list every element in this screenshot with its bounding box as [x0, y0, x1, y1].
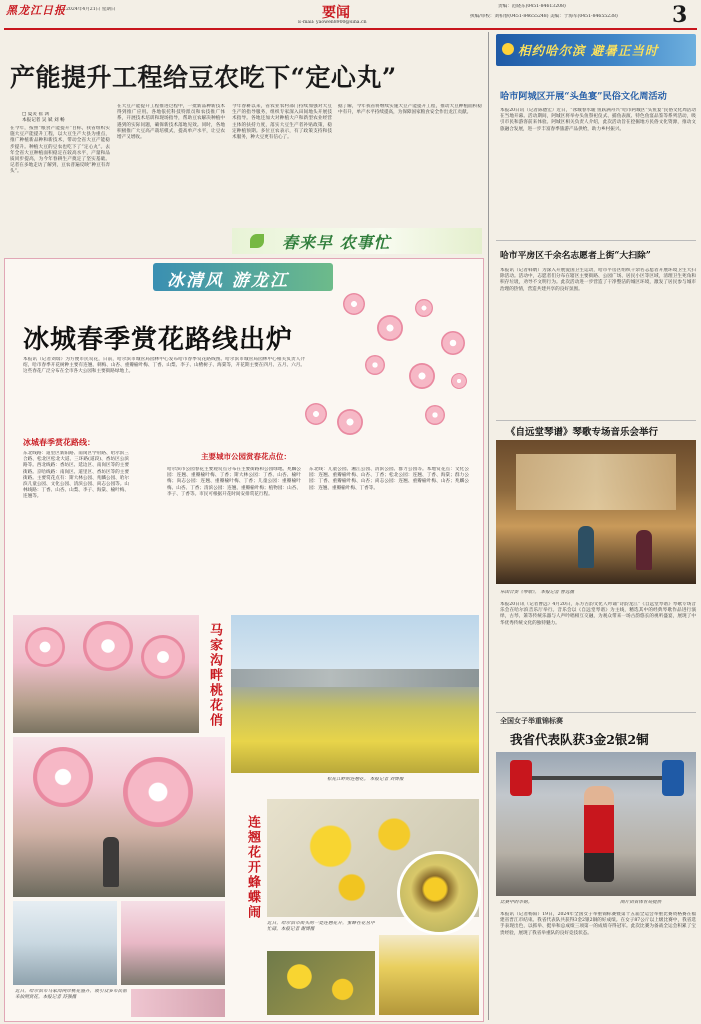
spring-banner-text: 春来早 农事忙: [282, 233, 391, 252]
parks-text-2: 东北线：儿童公园、湘江公园、清滨公园、群力公园等。本地赏花点：文化公园：连翘、重瓣榆叶梅、山杏、丁香；松北公园：连翘、丁香、海棠；群力公园：丁香、重瓣榆叶梅、山杏；尚志公园：连翘、重瓣榆叶梅、山杏；兆麟公园：连翘、重瓣榆叶梅、丁香等。: [309, 467, 469, 491]
skyline: [231, 669, 479, 687]
masthead-rule: [4, 28, 697, 30]
editor-line-1: 责编：范晓东(0451-84613208): [498, 4, 566, 9]
blossom-icon: [415, 299, 433, 317]
article-2-body: 本报讯（记者韩婧）为深入开展爱国卫生运动，哈市平房区组织千余名志愿者开展环境卫生大扫除活动。活动中，志愿者们分布在辖区主要街路、公园广场、居民小区等区域，清理卫生死角和积存垃圾，劝导不文明行为。此次活动进一步营造了干净整洁的城区环境，激发了居民参与城市治理的热情，营造共建共享的良好氛围。: [500, 268, 696, 292]
athlete-figure: [584, 786, 614, 882]
flowers-feature: [4, 258, 484, 1022]
blossom-icon: [83, 621, 133, 671]
peach-photo-5: [131, 989, 225, 1017]
barbell-bar: [518, 776, 678, 780]
weightlifting-caption-1: 比赛中的李钢。: [500, 900, 533, 905]
blossom-icon: [441, 331, 465, 355]
blossom-icon: [25, 627, 65, 667]
flowers-banner-text: 冰清风 游龙江: [167, 271, 289, 291]
blossom-icon: [377, 315, 403, 341]
forsythia-circle-photo: [397, 851, 481, 935]
blossom-icon: [409, 363, 435, 389]
lead-col-1: 在今年，按照“粮食产能提升”目标，我省组织实施大豆产能提升工程，以大豆生产大县为重点，推广种植新品种和新技术，带动全省大豆产能稳步提升。种植大豆的豆农也吃下了“定心丸”。去年全省大豆种植面积稳定在较高水平，产量和品质同步提高，为今年春耕生产奠定了坚实基础。记者在多地走访了解到，豆农普遍反映“种豆有奔头”。: [10, 126, 110, 175]
lead-col-4: 据了解，今年我省将继续实施大豆产能提升工程，推动大豆种植面积稳中有升，单产水平持续提高，为保障国家粮食安全作出龙江贡献。: [338, 104, 482, 116]
parks-text: 哈尔滨市公园春花主要观赏点分布在主要街路和公园绿地。兆麟公园：连翘、重瓣榆叶梅、丁香；斯大林公园：丁香、山杏、榆叶梅；尚志公园：连翘、重瓣榆叶梅、丁香；儿童公园：重瓣榆叶梅、山杏、丁香；清滨公园：连翘、重瓣榆叶梅；植物园：山杏、李子、丁香等。市民可根据开花时间安排赏花行程。: [167, 467, 301, 497]
blossom-icon: [123, 757, 193, 827]
weightlifting-photo: [496, 752, 696, 896]
blossom-icon: [343, 293, 365, 315]
blossom-icon: [33, 747, 93, 807]
forsythia-photo-2: [267, 951, 375, 1015]
section-email: E-mail: yaowen8900@sina.cn: [298, 20, 367, 25]
section-title: 要闻: [322, 5, 350, 21]
flowers-headline: 冰城春季赏花路线出炉: [23, 325, 294, 355]
lead-col-3: 今年春耕以来，省农业农村部门持续加强对大豆生产的指导服务，组织专家深入田间地头开展技术指导。各地还加大对种植大户和新型农业经营主体的扶持力度，落实大豆生产者补贴政策，稳定种植预期。多位豆农表示，有了政策支持和技术服务，种大豆更有信心了。: [232, 104, 332, 141]
forsythia-title: 连翘花开蜂蝶闹: [245, 815, 260, 920]
peach-photo-4: [121, 901, 225, 985]
flowers-intro: 本报讯（记者刘瑞）为方便市民赏花，日前，哈尔滨市城管局园林中心发布哈市春季赏花路线图。哈尔滨市城管局园林中心相关负责人介绍，哈市春季开花树种主要有连翘、刺梅、山杏、重瓣榆叶梅、丁香、山梨、李子、山楂树子、海棠等，开花期主要在四月、五月、六月。这些春花广泛分布在全市各大公园和主要街路绿地上。: [23, 357, 305, 375]
article-4-kicker: 全国女子举重锦标赛: [500, 716, 563, 725]
sun-icon: [502, 43, 514, 55]
performer-1: [578, 526, 594, 568]
flowers-banner: [153, 263, 333, 291]
article-3-title: 《自远堂琴谱》琴歌专场音乐会举行: [506, 427, 659, 438]
blossom-icon: [365, 355, 385, 375]
rule-3: [496, 712, 696, 713]
plate-left: [510, 760, 532, 796]
forsythia-caption: 近日，哈尔滨市街头的一处连翘花开，蜜蜂在花丛中忙碌。本报记者 谢博摄: [267, 921, 375, 933]
blossom-icon: [337, 409, 363, 435]
article-3-body: 本报20日讯（记者曹远）4月20日，东方古韵文化人吟诵“诗韵龙江”《自远堂琴谱》琴歌专场音乐会在哈尔滨音乐厅举行。音乐会以《自远堂琴谱》为主线，精选其中的经典琴歌作品进行演绎，古琴、箫等传统乐器与人声吟唱相互交融，为观众带来一场古韵悠长的视听盛宴，展现了中华优秀传统文化的独特魅力。: [500, 602, 696, 626]
routes-text: 东北线路：道里区新阳路、南岗区学府路、哈尔滨三合路、松北区松北大道、三环路(道段)、香坊区公滨路等。西北线路：香坊区、延边区、南岗区等的主要街路。京哈线路：南岗区、道里区、香坊区等的主要街路。主要赏花点有：斯大林公园、兆麟公园、哈尔滨儿童公园、文化公园、清滨公园、尚志公园等。山林线路：丁香、山杏、山梨、李子、海棠、榆叶梅、连翘等。: [23, 451, 129, 500]
summer-banner-text: 相约哈尔滨 避暑正当时: [518, 43, 659, 58]
article-4-title: 我省代表队获3金2银2铜: [510, 732, 649, 747]
majiagou-caption: 近日，哈尔滨市马家沟两岸桃花盛开，吸引众多市民前来拍照赏花。本报记者 苏强摄: [15, 989, 127, 1001]
lead-col-2: 在大豆产能提升工程推进过程中，一批新品种新技术得到推广应用。各地依托科技特派员和农技推广体系，开展技术培训和现场指导，帮助豆农解决种植中遇到的实际问题，确保新技术落地见效。同时，各地积极推广大豆高产栽培模式，提高单产水平，让豆农增产又增收。: [117, 104, 225, 141]
lead-headline: 产能提升工程给豆农吃下“定心丸”: [10, 63, 397, 92]
masthead-date: 2024年4月21日 星期日: [66, 7, 116, 12]
sprout-icon: [250, 234, 264, 248]
page-number: 3: [672, 2, 688, 28]
lake-photo-caption: 松花江畔的连翘花。 本报记者 刘博摄: [327, 777, 404, 782]
rule-2: [496, 420, 696, 421]
parks-title: 主要城市公园赏春花点位：: [201, 452, 291, 461]
concert-photo: [496, 440, 696, 584]
plate-right: [662, 760, 684, 796]
article-1-body: 本报20日讯（记者陈德宏）近日，“冰城春水暖 鱼跃满舟兴”哈市阿城区“头鱼宴”民俗文化周活动在当地开幕。活动期间，阿城区将举办头鱼祭祀仪式、捕鱼表演、特色鱼宴品鉴等系列活动，吸引市民和游客前来体验。阿城区相关负责人介绍，此次活动旨在挖掘地方民俗文化资源，推动文旅融合发展，进一步丰富春季旅游产品供给，助力乡村振兴。: [500, 108, 696, 132]
peach-photo-2: [13, 737, 225, 897]
concert-caption: 乐团合奏《琴歌》。 本报记者 曹远摄: [500, 590, 575, 595]
lake-forsythia-photo: [231, 615, 479, 773]
lead-byline: □ 夏炎 崔 鸿 本报记者 吴 斌 刘 畅: [22, 112, 65, 124]
painting-panel: [516, 454, 676, 510]
blossom-icon: [141, 635, 185, 679]
article-1-title: 哈市阿城区开展“头鱼宴”民俗文化周活动: [500, 91, 667, 102]
masthead-logo: 黑龙江日报: [6, 4, 66, 17]
blossom-icon: [425, 405, 445, 425]
summer-banner: [496, 34, 696, 66]
weightlifting-caption-2: 图片由省体育局提供: [620, 900, 662, 905]
spring-banner: [232, 228, 482, 254]
majiagou-title: 马家沟畔桃花俏: [207, 623, 222, 728]
right-column-rule: [488, 32, 489, 1020]
blossom-icon: [305, 403, 327, 425]
blossom-icon: [451, 373, 467, 389]
peach-photo-1: [13, 615, 199, 733]
peach-photo-3: [13, 901, 117, 985]
editor-line-2: 执编/审校：刘柏春(0451-84655248) 美编：于海军(0451-84655238): [470, 14, 618, 19]
routes-title: 冰城春季赏花路线：: [23, 437, 95, 447]
article-2-title: 哈市平房区千余名志愿者上街“大扫除”: [500, 251, 651, 261]
forsythia-photo-3: [379, 935, 479, 1015]
article-4-body: 本报讯（记者杨阳）19日，2024年全国女子举重锦标赛暨第十五届全运会举重比赛资格赛在福建省晋江市结束。我省代表队共获得3金2银2铜的好成绩。在女子87公斤以上级比赛中，我省选手表现出色，以抓举、挺举和总成绩三项第一的成绩夺得冠军。此次比赛为备战全运会积累了宝贵经验，展现了我省举重队的良好竞技状态。: [500, 912, 696, 936]
visitor-figure: [103, 837, 119, 887]
rule-1: [496, 240, 696, 241]
performer-2: [636, 530, 652, 570]
